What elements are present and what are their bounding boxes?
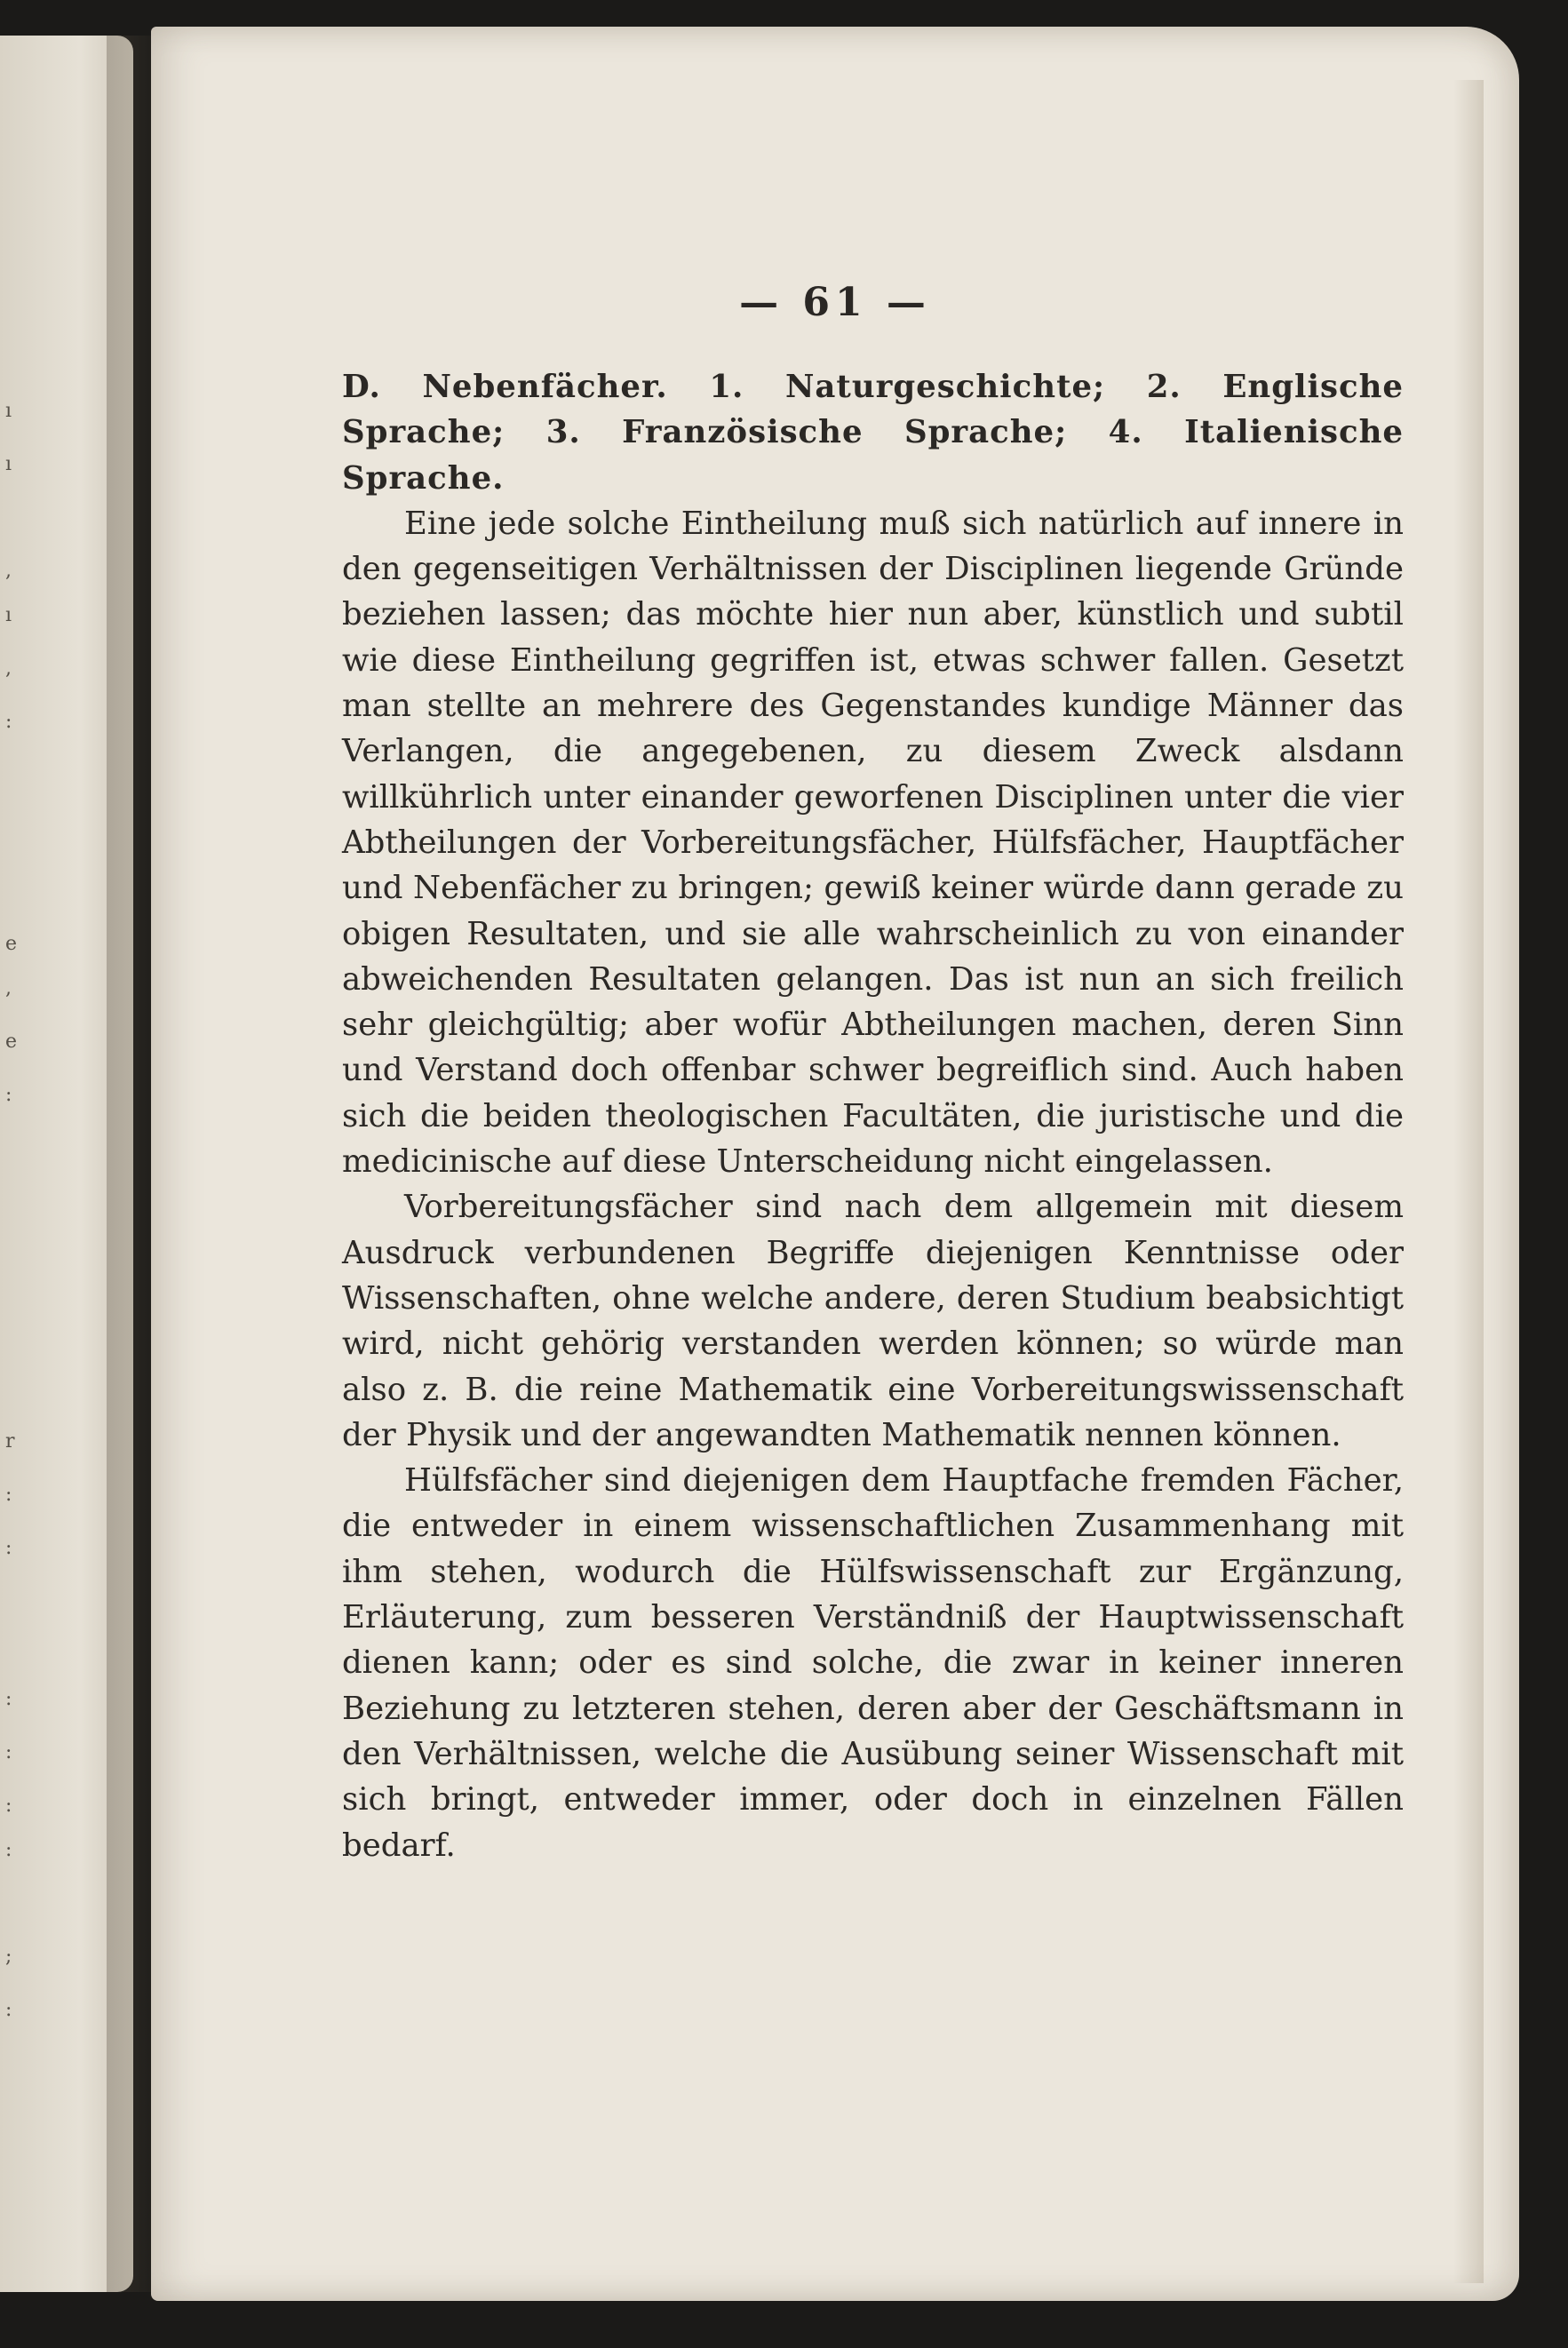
paragraph-nebenfaecher: D. Nebenfächer. 1. Naturgeschichte; 2. Englische Sprache; 3. Französische Sprache; 4. Italienische Sprache. xyxy=(342,369,1404,497)
paragraph-eintheilung: Eine jede solche Eintheilung muß sich natürlich auf innere in den gegenseitigen Verhältnissen der Disciplinen liegende Gründe beziehen lassen; das möchte hier nun aber, künstlich und subtil wie diese Eintheilung gegriffen ist, etwas schwer fallen. Gesetzt man stellte an mehrere des Gegenstandes kundige Männer das Verlangen, die angegebenen, zu diesem Zweck alsdann willkührlich unter einander geworfenen Disciplinen unter die vier Abtheilungen der Vorbereitungsfächer, Hülfsfächer, Hauptfächer und Nebenfächer zu bringen; gewiß keiner würde dann gerade zu obigen Resultaten, und sie alle wahrscheinlich zu von einander abweichenden Resultaten gelangen. Das ist nun an sich freilich sehr gleichgültig; aber wofür Abtheilungen machen, deren Sinn und Verstand doch offenbar schwer begreiflich sind. Auch haben sich die beiden theologischen Facultäten, die juristische und die medicinische auf diese Unterscheidung nicht eingelassen. xyxy=(342,505,1404,1181)
book-page xyxy=(151,27,1519,2301)
paragraph-vorbereitungsfaecher: Vorbereitungsfächer sind nach dem allgemein mit diesem Ausdruck verbundenen Begriffe diejenigen Kenntnisse oder Wissenschaften, ohne welche andere, deren Studium beabsichtigt wird, nicht gehörig verstanden werden können; so würde man also z. B. die reine Mathematik eine Vorbereitungswissenschaft der Physik und der angewandten Mathematik nennen können. xyxy=(342,1189,1404,1453)
bleed-through-marks: ı ı , ı , : e , e : r : : : : : : ; : xyxy=(5,400,18,2021)
body-text xyxy=(342,364,1404,1868)
page-number-header: — 61 — xyxy=(739,280,931,325)
paragraph-huelfsfaecher: Hülfsfächer sind diejenigen dem Hauptfache fremden Fächer, die entweder in einem wissenschaftlichen Zusammenhang mit ihm stehen, wodurch die Hülfswissenschaft zur Ergänzung, Erläuterung, zum besseren Verständniß der Hauptwissenschaft dienen kann; oder es sind solche, die zwar in keiner inneren Beziehung zu letzteren stehen, deren aber der Geschäftsmann in den Verhältnissen, welche die Ausübung seiner Wissenschaft mit sich bringt, entweder immer, oder doch in einzelnen Fällen bedarf. xyxy=(342,1462,1404,1864)
page-edge-shadow xyxy=(1453,80,1484,2283)
